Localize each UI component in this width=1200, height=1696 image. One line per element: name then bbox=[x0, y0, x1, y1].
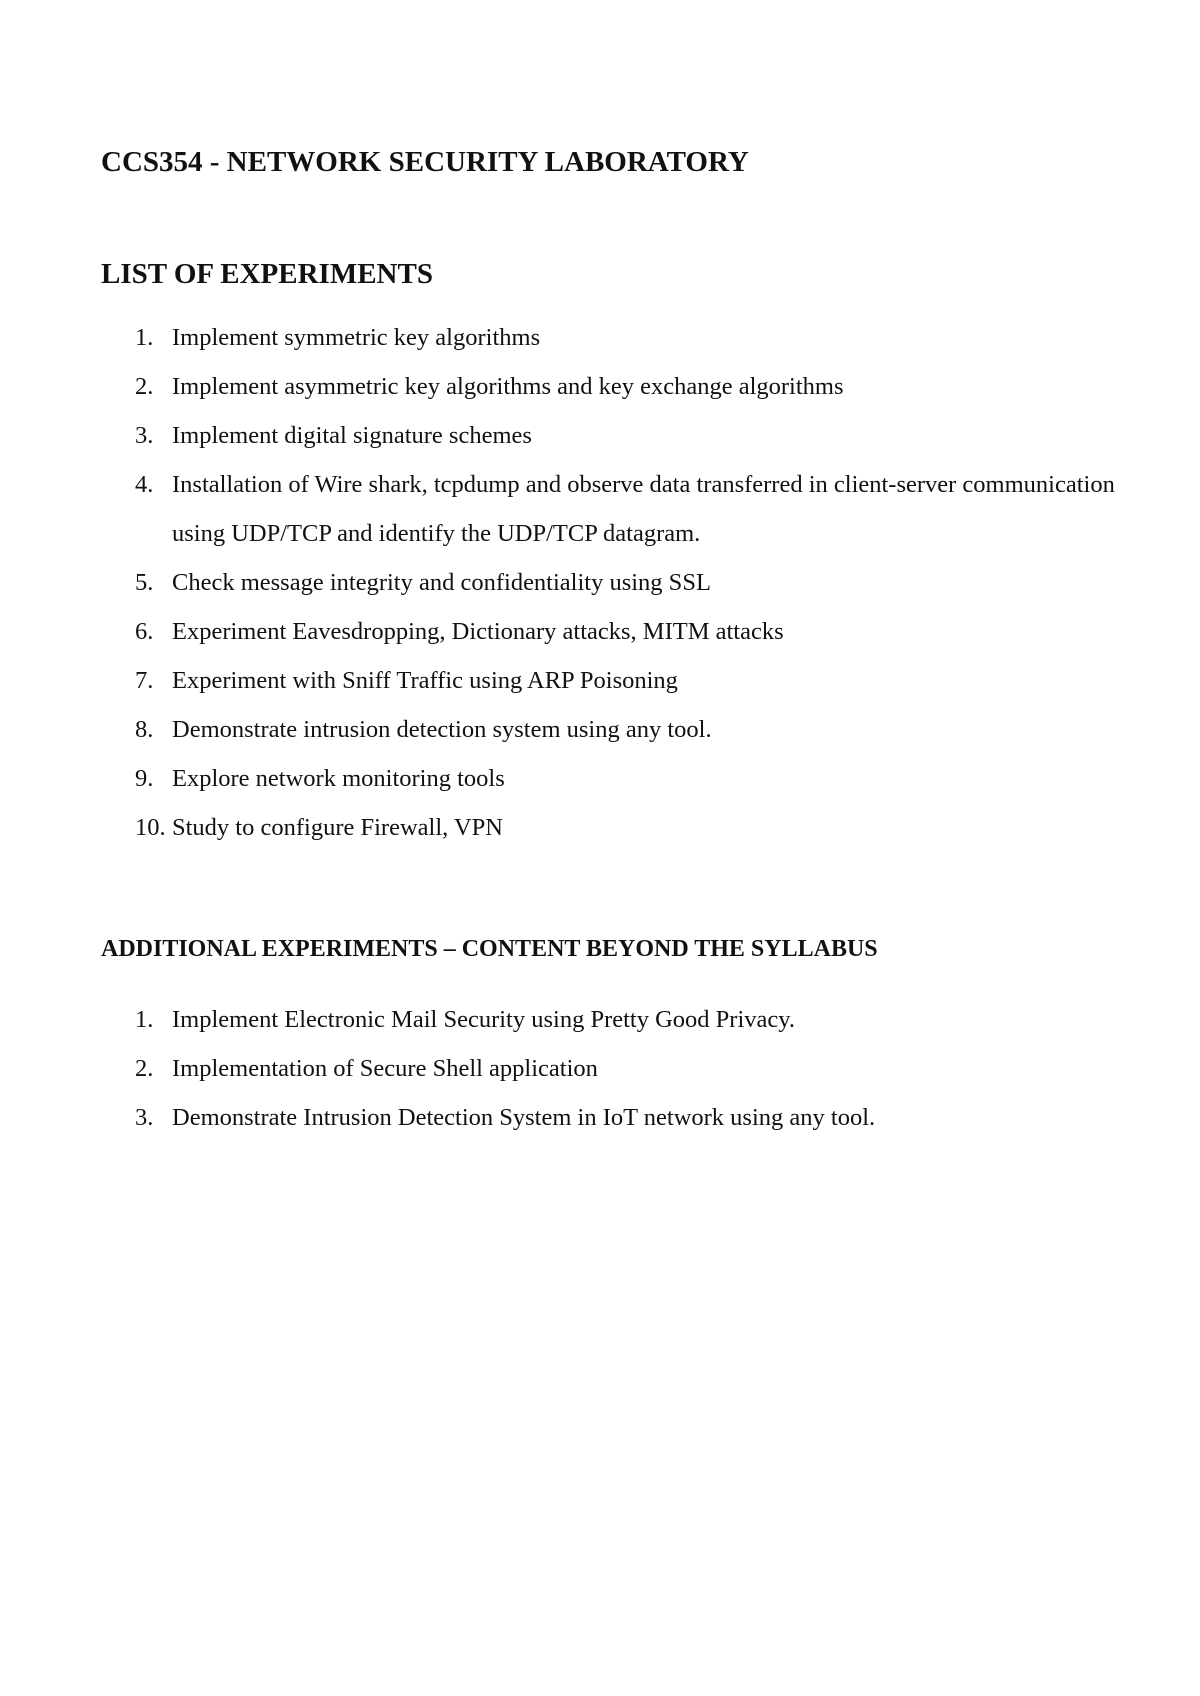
list-item bbox=[101, 803, 1121, 852]
item-text: Implement symmetric key algorithms bbox=[172, 324, 541, 351]
experiments-list bbox=[101, 313, 1121, 852]
item-text: Check message integrity and confidentiality using SSL bbox=[172, 569, 711, 596]
item-text: Experiment Eavesdropping, Dictionary attacks, MITM attacks bbox=[172, 618, 784, 645]
list-item bbox=[101, 558, 1121, 607]
list-item bbox=[101, 705, 1121, 754]
list-item bbox=[101, 656, 1121, 705]
item-number: 2. bbox=[135, 373, 154, 400]
item-number: 1. bbox=[135, 324, 154, 351]
item-text: Experiment with Sniff Traffic using ARP Poisoning bbox=[172, 667, 678, 694]
item-text: Implement asymmetric key algorithms and key exchange algorithms bbox=[172, 373, 844, 400]
list-item bbox=[101, 313, 1121, 362]
item-number: 3. bbox=[135, 422, 154, 449]
additional-experiments-heading: ADDITIONAL EXPERIMENTS – CONTENT BEYOND THE SYLLABUS bbox=[101, 936, 878, 962]
item-number: 2. bbox=[135, 1055, 154, 1082]
item-number: 10. bbox=[135, 814, 166, 841]
list-of-experiments-heading: LIST OF EXPERIMENTS bbox=[101, 258, 433, 290]
item-number: 3. bbox=[135, 1104, 154, 1131]
list-item bbox=[101, 1044, 1121, 1093]
list-item bbox=[101, 411, 1121, 460]
document-title: CCS354 - NETWORK SECURITY LABORATORY bbox=[101, 146, 749, 178]
item-number: 6. bbox=[135, 618, 154, 645]
list-item bbox=[101, 362, 1121, 411]
item-number: 1. bbox=[135, 1006, 154, 1033]
list-item bbox=[101, 754, 1121, 803]
item-number: 8. bbox=[135, 716, 154, 743]
item-number: 7. bbox=[135, 667, 154, 694]
list-item bbox=[101, 995, 1121, 1044]
item-text: Demonstrate Intrusion Detection System in IoT network using any tool. bbox=[172, 1104, 876, 1131]
item-number: 9. bbox=[135, 765, 154, 792]
list-item bbox=[101, 460, 1121, 558]
item-text: Implement digital signature schemes bbox=[172, 422, 532, 449]
item-text: Study to configure Firewall, VPN bbox=[172, 814, 503, 841]
item-text: Implementation of Secure Shell application bbox=[172, 1055, 598, 1082]
item-text: Implement Electronic Mail Security using Pretty Good Privacy. bbox=[172, 1006, 796, 1033]
item-text: Demonstrate intrusion detection system using any tool. bbox=[172, 716, 712, 743]
additional-experiments-list bbox=[101, 995, 1121, 1142]
item-number: 5. bbox=[135, 569, 154, 596]
item-text: Explore network monitoring tools bbox=[172, 765, 505, 792]
item-number: 4. bbox=[135, 471, 154, 498]
item-text: Installation of Wire shark, tcpdump and observe data transferred in client-server communication using UDP/TCP and identify the UDP/TCP datagram. bbox=[172, 471, 1115, 547]
list-item bbox=[101, 607, 1121, 656]
list-item bbox=[101, 1093, 1121, 1142]
